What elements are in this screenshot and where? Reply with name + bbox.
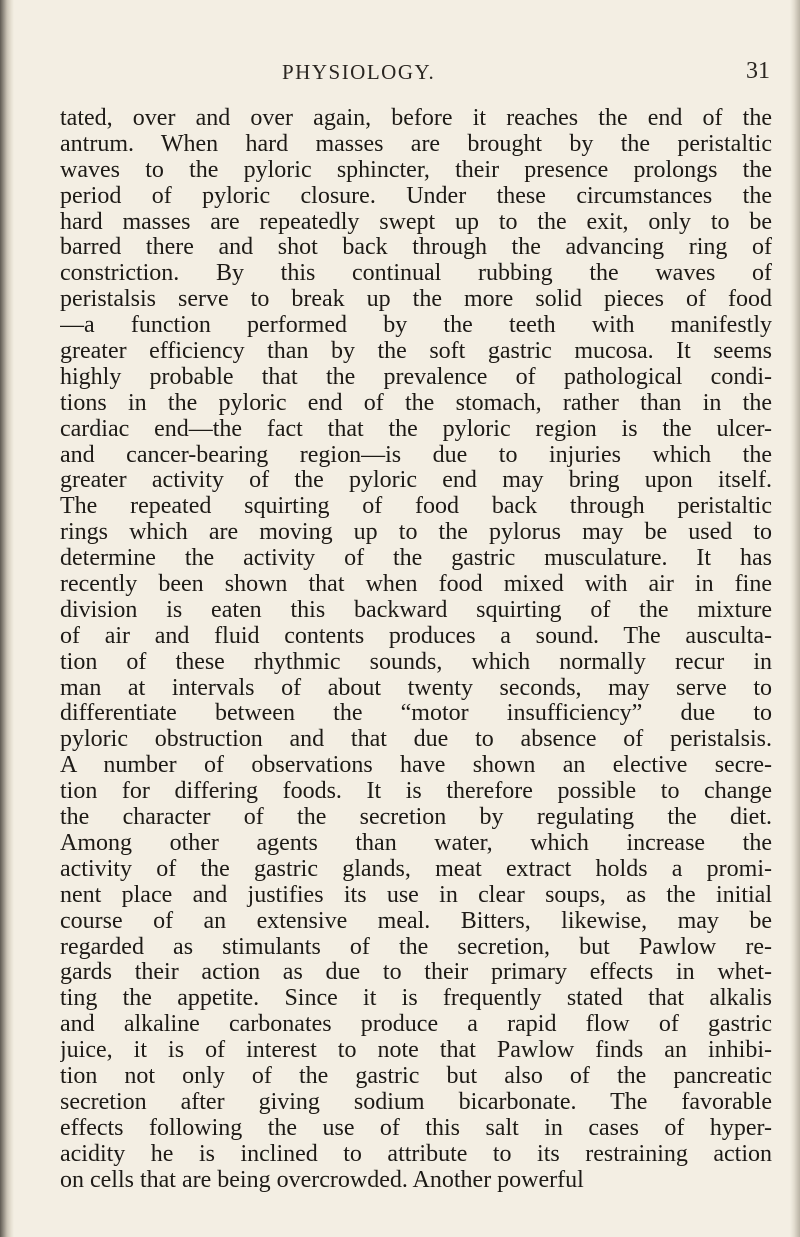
text-line: juice, it is of interest to note that Pawlow finds an inhibi- bbox=[60, 1038, 772, 1064]
text-line: tions in the pyloric end of the stomach, rather than in the bbox=[60, 390, 772, 416]
text-line: gards their action as due to their primary effects in whet- bbox=[60, 960, 772, 986]
running-head: PHYSIOLOGY. bbox=[282, 60, 436, 84]
text-line: and cancer-bearing region—is due to injuries which the bbox=[60, 442, 772, 468]
text-line: on cells that are being overcrowded. Another powerful bbox=[60, 1167, 584, 1193]
text-line: nent place and justifies its use in clear soups, as the initial bbox=[60, 882, 772, 908]
text-line: barred there and shot back through the advancing ring of bbox=[60, 235, 772, 261]
text-line: tated, over and over again, before it reaches the end of the bbox=[60, 106, 772, 131]
text-line: The repeated squirting of food back through peristaltic bbox=[60, 494, 772, 520]
text-line: tion not only of the gastric but also of the pancreatic bbox=[60, 1063, 772, 1089]
text-line: tion of these rhythmic sounds, which normally recur in bbox=[60, 649, 772, 675]
text-line: recently been shown that when food mixed with air in fine bbox=[60, 572, 772, 598]
text-line: division is eaten this backward squirting of the mixture bbox=[60, 597, 772, 623]
page-edge-shadow bbox=[790, 0, 800, 1237]
text-line: and alkaline carbonates produce a rapid flow of gastric bbox=[60, 1012, 772, 1038]
text-line: ting the appetite. Since it is frequently stated that alkalis bbox=[60, 986, 772, 1012]
page-header bbox=[60, 56, 770, 86]
text-line: period of pyloric closure. Under these circumstances the bbox=[60, 183, 772, 209]
text-line: tion for differing foods. It is therefore possible to change bbox=[60, 779, 772, 805]
page-gutter-shadow bbox=[0, 0, 14, 1237]
text-line: highly probable that the prevalence of pathological condi- bbox=[60, 364, 772, 390]
text-line: antrum. When hard masses are brought by the peristaltic bbox=[60, 131, 772, 157]
text-line: —a function performed by the teeth with manifestly bbox=[60, 313, 772, 339]
text-line: Among other agents than water, which increase the bbox=[60, 830, 772, 856]
text-line: regarded as stimulants of the secretion, but Pawlow re- bbox=[60, 934, 772, 960]
text-line: acidity he is inclined to attribute to its restraining action bbox=[60, 1141, 772, 1167]
text-line: of air and fluid contents produces a sound. The ausculta- bbox=[60, 623, 772, 649]
text-line: man at intervals of about twenty seconds, may serve to bbox=[60, 675, 772, 701]
text-line: pyloric obstruction and that due to absence of peristalsis. bbox=[60, 727, 772, 753]
text-line: differentiate between the “motor insufficiency” due to bbox=[60, 701, 772, 727]
text-line: peristalsis serve to break up the more solid pieces of food bbox=[60, 287, 772, 313]
text-line: secretion after giving sodium bicarbonate. The favorable bbox=[60, 1089, 772, 1115]
text-line: greater activity of the pyloric end may bring upon itself. bbox=[60, 468, 772, 494]
text-line: hard masses are repeatedly swept up to the exit, only to be bbox=[60, 209, 772, 235]
text-line: course of an extensive meal. Bitters, likewise, may be bbox=[60, 908, 772, 934]
text-line: determine the activity of the gastric musculature. It has bbox=[60, 546, 772, 572]
text-line: A number of observations have shown an elective secre- bbox=[60, 753, 772, 779]
text-line: greater efficiency than by the soft gastric mucosa. It seems bbox=[60, 339, 772, 365]
text-line: waves to the pyloric sphincter, their presence prolongs the bbox=[60, 157, 772, 183]
page-number: 31 bbox=[746, 58, 770, 84]
text-line: constriction. By this continual rubbing the waves of bbox=[60, 261, 772, 287]
text-line: the character of the secretion by regulating the diet. bbox=[60, 805, 772, 831]
text-line: activity of the gastric glands, meat extract holds a promi- bbox=[60, 856, 772, 882]
body-text bbox=[60, 106, 772, 1193]
text-line: cardiac end—the fact that the pyloric region is the ulcer- bbox=[60, 416, 772, 442]
text-line: effects following the use of this salt in cases of hyper- bbox=[60, 1115, 772, 1141]
text-line: rings which are moving up to the pylorus may be used to bbox=[60, 520, 772, 546]
